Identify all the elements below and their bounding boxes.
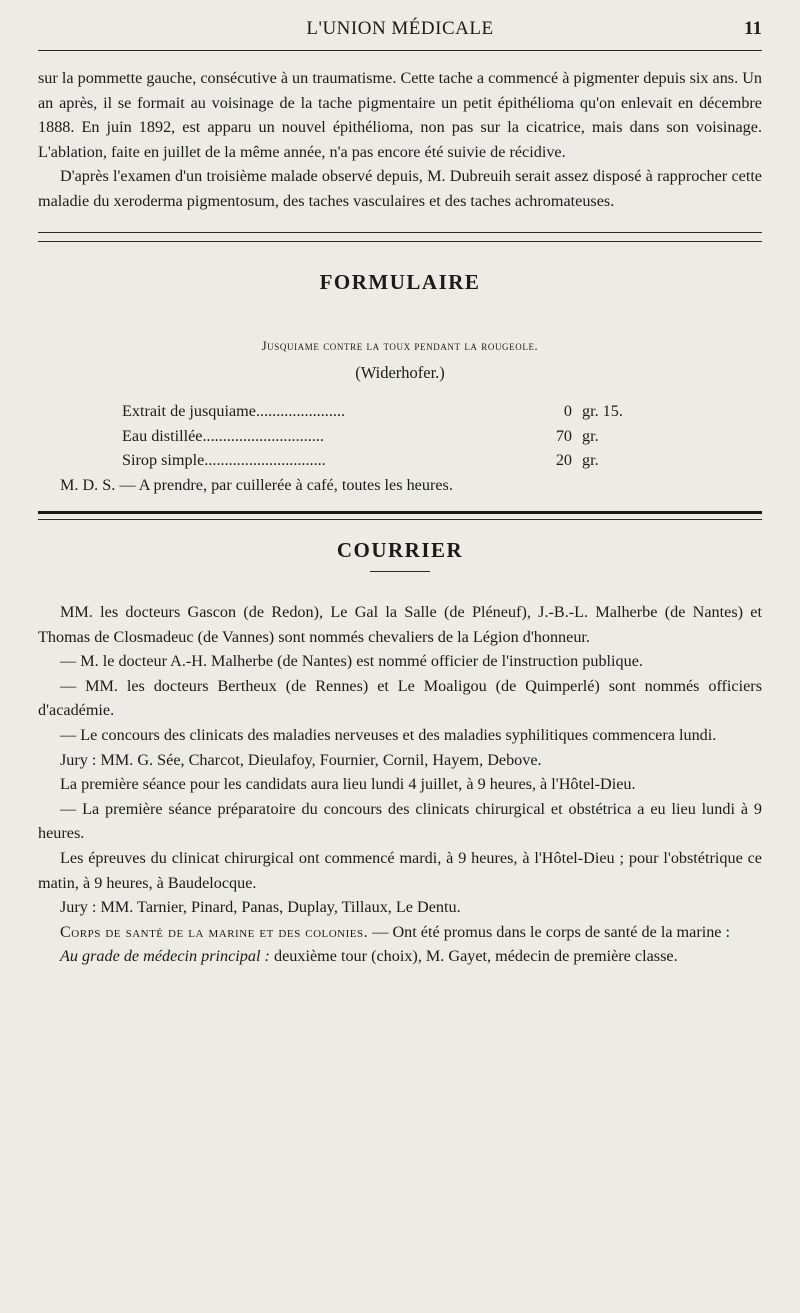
- formulaire-title: FORMULAIRE: [319, 269, 481, 294]
- ingredient-name: Sirop simple: [122, 451, 205, 470]
- spacer: [38, 497, 762, 511]
- section-divider-thick: [38, 511, 762, 520]
- intro-paragraph-2: D'après l'examen d'un troisième malade observé depuis, M. Dubreuih serait assez disposé à rapprocher cette maladie du xeroderma pigmentosum, des taches vasculaires et des taches achromateuses.: [38, 167, 762, 210]
- ingredient-dots: ..............................: [204, 451, 326, 470]
- intro-paragraph-1: sur la pommette gauche, consécutive à un traumatisme. Cette tache a commencé à pigmenter depuis six ans. Un an après, il se formait au voisinage de la tache pigmentaire un petit épithélioma qu'on enlevait en décembre 1888. En juin 1892, est apparu un nouvel épithélioma, non pas sur la cicatrice, mais dans son voisinage. L'ablation, faite en juillet de la même année, n'a pas encore été suivie de récidive.: [38, 69, 762, 161]
- ingredient-name: Extrait de jusquiame: [122, 402, 256, 421]
- recipe-title: Jusquiame contre la toux pendant la rougeole.: [261, 339, 539, 354]
- running-header: [38, 14, 762, 54]
- courrier-title: COURRIER: [336, 538, 464, 563]
- ingredient-qty: 20: [555, 451, 572, 470]
- recipe-instructions: M. D. S. — A prendre, par cuillerée à café, toutes les heures.: [60, 475, 453, 494]
- corps-de-sante-paragraph: [38, 920, 762, 945]
- courrier-paragraph: La première séance pour les candidats aura lieu lundi 4 juillet, à 9 heures, à l'Hôtel-Dieu.: [60, 775, 636, 794]
- section-divider: [38, 232, 762, 242]
- ingredient-name: Eau distillée: [122, 426, 203, 445]
- ingredient-qty: 70: [555, 426, 572, 445]
- ingredient-unit: gr.: [582, 451, 599, 470]
- grade-paragraph: [38, 944, 762, 969]
- ingredient-qty: 0: [563, 402, 572, 421]
- recipe-ingredients: [122, 399, 623, 473]
- ingredient-unit: gr.: [582, 426, 599, 445]
- recipe-author: (Widerhofer.): [355, 362, 445, 382]
- courrier-paragraph: — La première séance préparatoire du concours des clinicats chirurgical et obstétrica a eu lieu lundi à 9 heures.: [38, 799, 762, 843]
- courrier-body: [38, 600, 762, 969]
- courrier-paragraph: — M. le docteur A.-H. Malherbe (de Nantes) est nommé officier de l'instruction publique.: [60, 652, 643, 671]
- journal-title: L'UNION MÉDICALE: [306, 18, 494, 39]
- courrier-paragraph: — MM. les docteurs Bertheux (de Rennes) et Le Moaligou (de Quimperlé) sont nommés officiers d'académie.: [38, 676, 762, 720]
- ingredient-unit: gr. 15.: [582, 402, 623, 421]
- grade-text: deuxième tour (choix), M. Gayet, médecin de première classe.: [269, 947, 678, 966]
- header-rule: [38, 50, 762, 51]
- ingredient-row: [122, 448, 623, 473]
- page-content: [38, 66, 762, 969]
- courrier-paragraph: MM. les docteurs Gascon (de Redon), Le Gal la Salle (de Pléneuf), J.-B.-L. Malherbe (de Nantes) et Thomas de Closmadeuc (de Vannes) sont nommés chevaliers de la Légion d'honneur.: [38, 603, 762, 646]
- grade-label: Au grade de médecin principal :: [60, 947, 270, 966]
- corps-label: Corps de santé de la marine et des colonies.: [60, 922, 369, 941]
- courrier-paragraph: — Le concours des clinicats des maladies nerveuses et des maladies syphilitiques commencera lundi.: [60, 726, 717, 744]
- corps-text: — Ont été promus dans le corps de santé de la marine :: [368, 922, 731, 941]
- ingredient-dots: ..............................: [202, 426, 324, 445]
- page-number: 11: [744, 18, 762, 39]
- ingredient-row: [122, 424, 623, 449]
- ingredient-row: [122, 399, 623, 424]
- courrier-paragraph: Jury : MM. G. Sée, Charcot, Dieulafoy, Fournier, Cornil, Hayem, Debove.: [60, 750, 542, 769]
- title-underline: [370, 571, 430, 572]
- courrier-paragraph: Les épreuves du clinicat chirurgical ont commencé mardi, à 9 heures, à l'Hôtel-Dieu ; pour l'obstétrique ce matin, à 9 heures, à Baudelocque.: [38, 848, 762, 892]
- ingredient-dots: ......................: [255, 402, 345, 421]
- courrier-paragraph: Jury : MM. Tarnier, Pinard, Panas, Duplay, Tillaux, Le Dentu.: [60, 898, 461, 917]
